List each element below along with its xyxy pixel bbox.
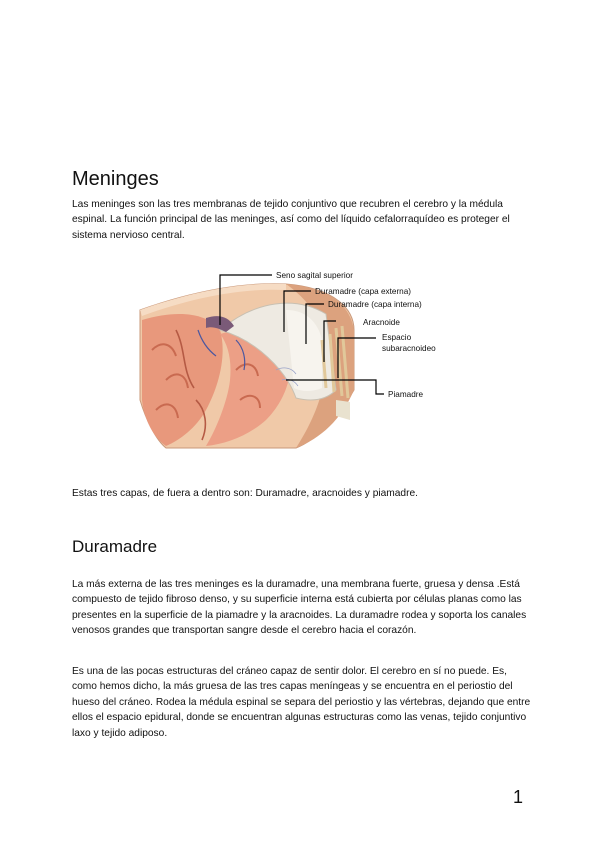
duramadre-paragraph-1: La más externa de las tres meninges es la duramadre, una membrana fuerte, gruesa y densa .Está compuesto de tejido fibroso denso, y su superficie interna está cubierta por células planas como las presentes en la superficie de la piamadre y la aracnoides. La duramadre rodea y soporta los canales venosos grandes que transportan sangre desde el cerebro hacia el corazón. [72,579,527,637]
meninges-diagram [136,270,466,470]
label-dura-externa: Duramadre (capa externa) [315,287,412,296]
label-dura-interna: Duramadre (capa interna) [328,300,422,309]
page-number: 1 [513,787,524,807]
section-heading: Duramadre [72,537,158,556]
figure-caption: Estas tres capas, de fuera a dentro son: Duramadre, aracnoides y piamadre. [72,488,418,499]
label-espacio: Espacio [382,333,412,342]
intro-paragraph: Las meninges son las tres membranas de tejido conjuntivo que recubren el cerebro y la médula espinal. La función principal de las meninges, así como del líquido cefalorraquídeo es proteger el sistema nervioso central. [72,199,510,241]
label-seno: Seno sagital superior [276,271,353,280]
duramadre-paragraph-2: Es una de las pocas estructuras del cráneo capaz de sentir dolor. El cerebro en sí no puede. Es, como hemos dicho, la más gruesa de las tres capas meníngeas y se encuentra en el periostio del hueso del cráneo. Rodea la médula espinal se separa del periostio y las vértebras, dejando que entre ellos el espacio epidural, donde se encuentran algunas estructuras como las venas, tejido conjuntivo laxo y tejido adiposo. [72,666,531,739]
meninges-illustration [136,270,466,470]
label-aracnoide: Aracnoide [363,318,400,327]
label-piamadre: Piamadre [388,390,424,399]
label-subaracnoideo: subaracnoideo [382,344,436,353]
page-title: Meninges [72,168,159,190]
